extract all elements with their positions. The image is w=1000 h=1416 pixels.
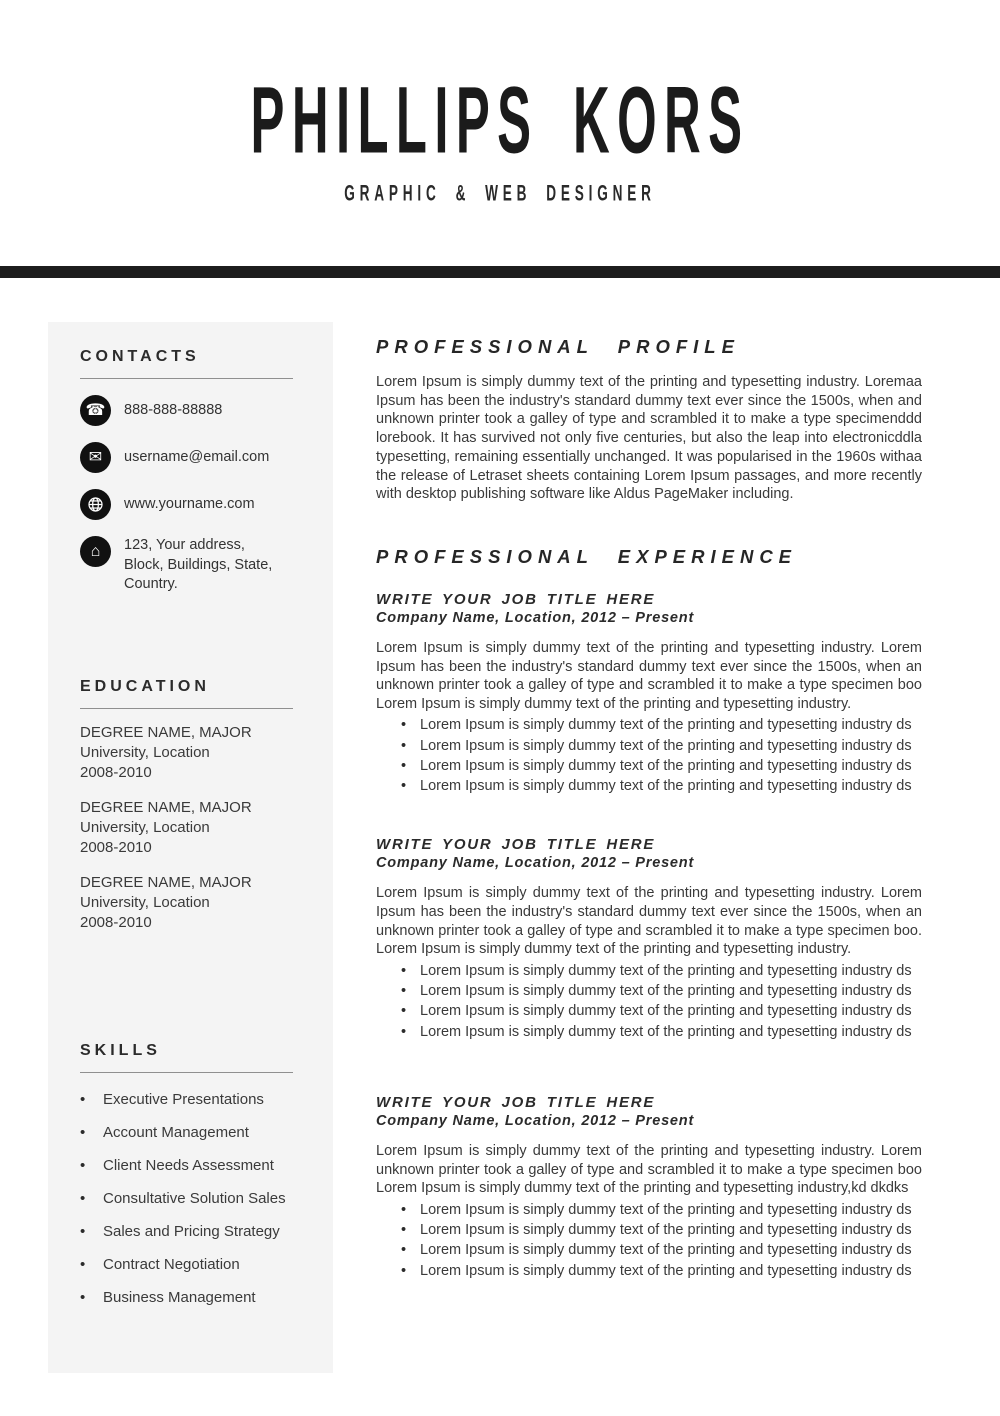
home-icon: ⌂: [80, 536, 111, 567]
website-url: www.yourname.com: [124, 495, 255, 512]
job-title: WRITE YOUR JOB TITLE HERE: [376, 590, 656, 608]
skill-item: [80, 1090, 293, 1110]
bullet-icon: •: [80, 1157, 86, 1174]
skill-label: Sales and Pricing Strategy: [103, 1223, 280, 1240]
job-bullet: • Lorem Ipsum is simply dummy text of the printing and typesetting industry ds: [376, 1022, 922, 1042]
job-company-line: Company Name, Location, 2012 – Present: [376, 1113, 695, 1130]
job-bullet: • Lorem Ipsum is simply dummy text of the printing and typesetting industry ds: [376, 736, 922, 756]
contact-email-row: [80, 442, 293, 473]
skill-label: Consultative Solution Sales: [103, 1190, 286, 1207]
bullet-icon: •: [80, 1124, 86, 1141]
job-company-line: Company Name, Location, 2012 – Present: [376, 855, 695, 872]
bullet-icon: •: [80, 1223, 86, 1240]
university-name: University, Location: [80, 819, 210, 836]
job-bullet: • Lorem Ipsum is simply dummy text of the printing and typesetting industry ds: [376, 776, 922, 796]
phone-icon: ☎: [80, 395, 111, 426]
skill-item: [80, 1156, 293, 1176]
university-name: University, Location: [80, 894, 210, 911]
contact-website-row: [80, 489, 293, 520]
globe-icon: [80, 489, 111, 520]
person-name: PHILLIPS KORS: [250, 69, 750, 174]
job-description: Lorem Ipsum is simply dummy text of the printing and typesetting industry. Lorem unknown printer took a galley of type and scrambled it to make a type specimen boo Lorem Ipsum is simply dummy text of the printing and typesetting industry,kd dkdks: [376, 1143, 922, 1197]
education-entry: [80, 723, 293, 783]
education-years: 2008-2010: [80, 839, 152, 856]
degree-name: DEGREE NAME, MAJOR: [80, 724, 252, 741]
email-address: username@email.com: [124, 448, 270, 465]
contact-phone-row: [80, 395, 293, 426]
email-icon: ✉: [80, 442, 111, 473]
education-years: 2008-2010: [80, 914, 152, 931]
job-bullet: • Lorem Ipsum is simply dummy text of the printing and typesetting industry ds: [376, 981, 922, 1001]
address-line: 123, Your address,: [124, 537, 245, 553]
skill-item: [80, 1288, 293, 1308]
job-title: WRITE YOUR JOB TITLE HERE: [376, 836, 656, 854]
job-bullet: • Lorem Ipsum is simply dummy text of the printing and typesetting industry ds: [376, 1001, 922, 1021]
postal-address: [124, 536, 272, 595]
job-description: Lorem Ipsum is simply dummy text of the printing and typesetting industry. Lorem Ipsum has been the industry's standard dummy text ever since the 1500s, when an unknown printer took a galley of type and scrambled it to make a type specimen boo Lorem Ipsum is simply dummy text of the printing and typesetting industry.: [376, 639, 922, 712]
bullet-icon: •: [80, 1190, 86, 1207]
job-bullet: • Lorem Ipsum is simply dummy text of the printing and typesetting industry ds: [376, 1220, 922, 1240]
job-bullet: • Lorem Ipsum is simply dummy text of the printing and typesetting industry ds: [376, 961, 922, 981]
address-line: Country.: [124, 576, 178, 592]
job-title: WRITE YOUR JOB TITLE HERE: [376, 1094, 656, 1112]
university-name: University, Location: [80, 744, 210, 761]
job-bullet-list: [376, 1200, 922, 1281]
education-entry: [80, 873, 293, 933]
bullet-icon: •: [80, 1256, 86, 1273]
job-bullet-list: [376, 715, 922, 796]
contact-address-row: [80, 536, 293, 595]
degree-name: DEGREE NAME, MAJOR: [80, 799, 252, 816]
skills-section: [80, 1042, 293, 1308]
bullet-icon: •: [80, 1289, 86, 1306]
contacts-heading: CONTACTS: [80, 348, 293, 379]
person-job-title: GRAPHIC & WEB DESIGNER: [344, 181, 656, 206]
skill-label: Client Needs Assessment: [103, 1157, 274, 1174]
experience-job: [376, 591, 922, 797]
sidebar: [48, 322, 333, 1373]
job-bullet: • Lorem Ipsum is simply dummy text of the printing and typesetting industry ds: [376, 1261, 922, 1281]
experience-heading: PROFESSIONAL EXPERIENCE: [376, 545, 798, 567]
skill-label: Contract Negotiation: [103, 1256, 240, 1273]
job-bullet: • Lorem Ipsum is simply dummy text of the printing and typesetting industry ds: [376, 715, 922, 735]
skills-heading: SKILLS: [80, 1042, 293, 1073]
job-bullet-list: [376, 961, 922, 1042]
skill-label: Executive Presentations: [103, 1091, 264, 1108]
skill-item: [80, 1255, 293, 1275]
profile-heading: PROFESSIONAL PROFILE: [376, 336, 740, 357]
experience-job: [376, 836, 922, 1042]
header-divider-bar: [0, 266, 1000, 278]
bullet-icon: •: [80, 1091, 86, 1108]
phone-number: 888-888-88888: [124, 401, 223, 418]
job-company-line: Company Name, Location, 2012 – Present: [376, 609, 695, 626]
skill-item: [80, 1123, 293, 1143]
profile-paragraph: Lorem Ipsum is simply dummy text of the printing and typesetting industry. Loremaa Ipsum has been the industry's standard dummy text ever since the 1500s, when and unknown printer took a galley of type and scrambled it to make a type specimenddd lorebook. It has survived not only five centuries, but also the leap into electronicddla typesetting, remaining essentially unchanged. It was popularised in the 1960s withaa the release of Letraset sheets containing Lorem Ipsum passages, and more recently with desktop publishing software like Aldus PageMaker including.: [376, 374, 922, 503]
education-heading: EDUCATION: [80, 678, 293, 709]
education-entry: [80, 798, 293, 858]
education-section: [80, 678, 293, 933]
job-bullet: • Lorem Ipsum is simply dummy text of the printing and typesetting industry ds: [376, 1200, 922, 1220]
main-column: [376, 336, 922, 1281]
job-description: Lorem Ipsum is simply dummy text of the printing and typesetting industry. Lorem Ipsum has been the industry's standard dummy text ever since the 1500s, when an unknown printer took a galley of type and scrambled it to make a type specimen boo. Lorem Ipsum is simply dummy text of the printing and typesetting industry.: [376, 885, 922, 958]
skill-item: [80, 1189, 293, 1209]
skill-label: Business Management: [103, 1289, 256, 1306]
experience-job: [376, 1094, 922, 1281]
education-years: 2008-2010: [80, 764, 152, 781]
job-bullet: • Lorem Ipsum is simply dummy text of the printing and typesetting industry ds: [376, 1240, 922, 1260]
address-line: Block, Buildings, State,: [124, 556, 273, 573]
job-bullet: • Lorem Ipsum is simply dummy text of the printing and typesetting industry ds: [376, 756, 922, 776]
degree-name: DEGREE NAME, MAJOR: [80, 874, 252, 891]
skill-item: [80, 1222, 293, 1242]
skill-label: Account Management: [103, 1124, 249, 1141]
contacts-section: [80, 348, 293, 595]
